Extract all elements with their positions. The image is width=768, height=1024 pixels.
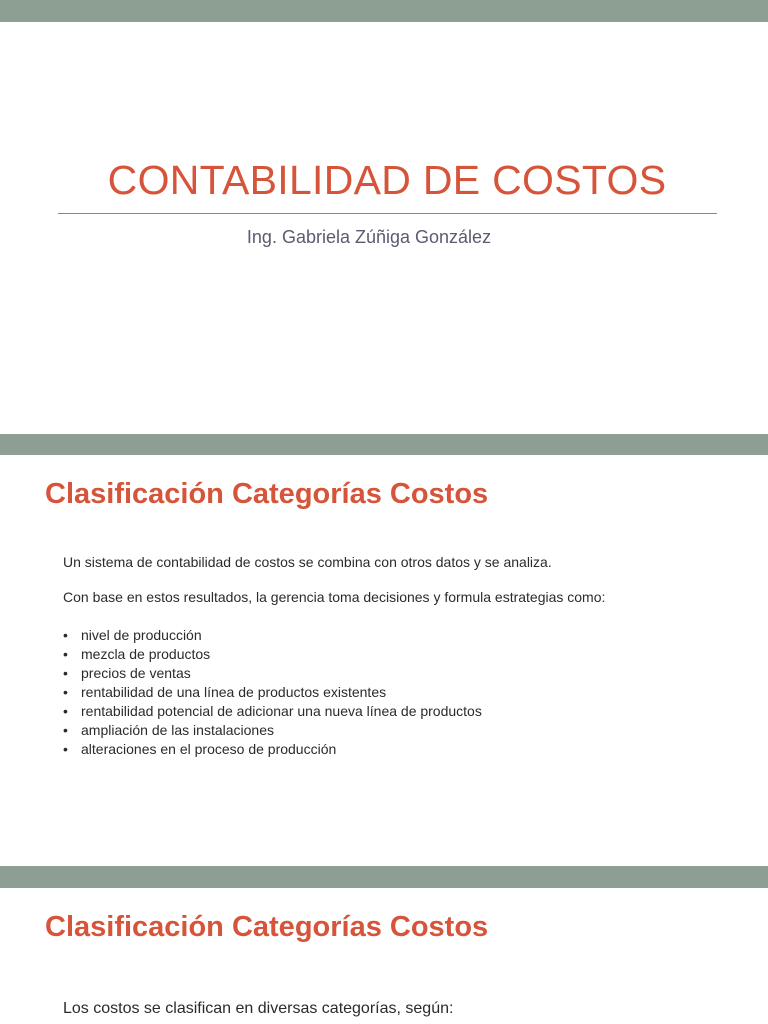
list-item xyxy=(63,740,482,759)
list-item xyxy=(63,721,482,740)
presentation-subtitle: Ing. Gabriela Zúñiga González xyxy=(246,227,492,247)
bullet-icon: • xyxy=(63,646,68,662)
slide-heading: Clasificación Categorías Costos xyxy=(45,478,489,510)
slide-separator-2 xyxy=(0,866,768,888)
slide-heading: Clasificación Categorías Costos xyxy=(45,911,489,943)
top-band xyxy=(0,0,768,22)
content-slide-2 xyxy=(0,455,768,866)
bullet-icon: • xyxy=(63,627,68,643)
presentation-title: CONTABILIDAD DE COSTOS xyxy=(107,157,667,203)
bullet-icon: • xyxy=(63,722,68,738)
content-slide-3 xyxy=(0,888,768,1024)
title-slide xyxy=(0,22,768,434)
list-item xyxy=(63,683,482,702)
slide-separator-1 xyxy=(0,434,768,455)
strategy-bullet-list xyxy=(63,626,482,759)
slide-paragraph-2: Con base en estos resultados, la gerencia toma decisiones y formula estrategias como: xyxy=(63,589,606,605)
bullet-icon: • xyxy=(63,684,68,700)
list-item xyxy=(63,626,482,645)
slide-paragraph-1: Un sistema de contabilidad de costos se combina con otros datos y se analiza. xyxy=(63,554,552,570)
list-item xyxy=(63,702,482,721)
list-item-text: ampliación de las instalaciones xyxy=(81,722,274,738)
bullet-icon: • xyxy=(63,703,68,719)
list-item-text: rentabilidad de una línea de productos existentes xyxy=(81,684,387,700)
slide-paragraph-1: Los costos se clasifican en diversas categorías, según: xyxy=(63,1000,454,1017)
bullet-icon: • xyxy=(63,741,68,757)
list-item xyxy=(63,664,482,683)
list-item-text: nivel de producción xyxy=(81,627,202,643)
list-item-text: rentabilidad potencial de adicionar una nueva línea de productos xyxy=(81,703,482,719)
list-item-text: precios de ventas xyxy=(81,665,191,681)
list-item-text: alteraciones en el proceso de producción xyxy=(81,741,337,757)
list-item-text: mezcla de productos xyxy=(81,646,211,662)
list-item xyxy=(63,645,482,664)
title-divider xyxy=(58,213,717,214)
bullet-icon: • xyxy=(63,665,68,681)
